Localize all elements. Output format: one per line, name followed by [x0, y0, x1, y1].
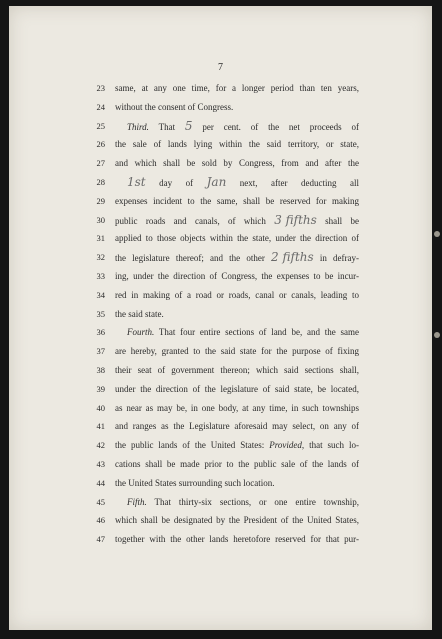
printed-text: that such lo- [304, 440, 359, 451]
line-number: 25 [96, 120, 105, 131]
text-line [89, 308, 359, 322]
line-number: 31 [96, 233, 105, 244]
document-page [9, 6, 432, 630]
printed-text: cations shall be made prior to the public sale of the lands of [115, 459, 359, 469]
line-number: 41 [96, 421, 105, 432]
handwritten-entry: Jan [206, 175, 227, 189]
text-line [89, 496, 359, 510]
text-line [89, 364, 359, 378]
printed-text: their seat of government thereon; which said sections shall, [115, 365, 359, 375]
line-number: 46 [96, 515, 105, 526]
line-number: 33 [96, 271, 105, 281]
printed-text: the legislature thereof; and the other [115, 253, 272, 264]
line-text [115, 232, 359, 245]
line-number: 32 [96, 252, 105, 263]
line-number: 26 [96, 139, 105, 150]
line-text [115, 251, 359, 265]
printed-text: under the direction of the legislature of said state, be located, [115, 383, 359, 394]
handwritten-entry: 3 fifths [274, 212, 317, 227]
line-text [115, 270, 359, 283]
line-number: 36 [96, 327, 105, 338]
text-line [89, 176, 359, 190]
binding-hole [432, 327, 442, 337]
printed-text: and which shall be sold by Congress, from and after the [115, 158, 359, 169]
printed-text: and ranges as the Legislature aforesaid may select, on any of [115, 421, 359, 432]
printed-text: day of [145, 178, 207, 188]
printed-text: are hereby, granted to the said state for the purpose of fixing [115, 346, 359, 357]
printed-text: same, at any one time, for a longer period than ten years, [115, 83, 359, 93]
printed-text: in defray- [313, 253, 360, 264]
section-heading: Fourth. [127, 327, 155, 338]
printed-text: as near as may be, in one body, at any time, in such townships [115, 402, 359, 413]
line-number: 43 [96, 459, 105, 469]
printed-text: which shall be designated by the President of the United States, [115, 515, 359, 526]
handwritten-entry: 1st [127, 175, 146, 189]
printed-text: shall be [316, 215, 359, 226]
text-line [89, 402, 359, 416]
text-line [89, 120, 359, 134]
text-line [89, 232, 359, 246]
printed-text: That four entire sections of land be, and the same [154, 327, 359, 338]
line-text [115, 402, 359, 415]
line-text [115, 138, 359, 151]
line-number: 40 [96, 402, 105, 413]
printed-text: the United States surrounding such location. [115, 477, 275, 488]
page-number: 7 [218, 62, 223, 73]
line-number: 34 [96, 289, 105, 300]
printed-text: public roads and canals, of which [115, 215, 275, 226]
line-number: 39 [96, 383, 105, 394]
text-line [89, 383, 359, 397]
line-number: 27 [96, 158, 105, 169]
line-text [115, 82, 359, 95]
line-text [115, 326, 359, 339]
line-text [115, 289, 359, 302]
handwritten-entry: 5 [184, 118, 193, 133]
text-line [89, 214, 359, 228]
printed-text: That thirty-six sections, or one entire township, [146, 496, 359, 507]
line-number: 28 [96, 177, 105, 187]
text-line [89, 289, 359, 303]
printed-text: per cent. of the net proceeds of [192, 121, 359, 132]
printed-text: applied to those objects within the state, under the direction of [115, 233, 359, 244]
text-line [89, 533, 359, 547]
printed-text: next, after deducting all [226, 178, 360, 188]
printed-text: That [148, 121, 185, 132]
text-line [89, 514, 359, 528]
line-text [115, 195, 359, 208]
text-line [89, 82, 359, 96]
text-line [89, 270, 359, 284]
line-text [115, 420, 359, 433]
section-heading: Third. [127, 121, 149, 132]
binding-hole [432, 226, 442, 236]
line-text [115, 439, 359, 452]
text-line [89, 101, 359, 115]
text-line [89, 420, 359, 434]
line-number: 47 [96, 534, 105, 545]
printed-text: ing, under the direction of Congress, the expenses to be incur- [115, 271, 359, 281]
text-line [89, 195, 359, 209]
line-number: 37 [96, 346, 105, 357]
line-number: 24 [96, 101, 105, 112]
line-text [115, 458, 359, 471]
line-text [115, 214, 359, 228]
text-line [89, 439, 359, 453]
line-number: 29 [96, 195, 105, 206]
line-text [115, 364, 359, 377]
printed-text: the sale of lands lying within the said territory, or state, [115, 139, 359, 150]
line-text [115, 120, 359, 134]
text-line [89, 138, 359, 152]
line-number: 44 [96, 477, 105, 488]
line-text [115, 157, 359, 170]
line-number: 35 [96, 308, 105, 319]
line-number: 23 [96, 83, 105, 93]
line-text [115, 345, 359, 358]
text-line [89, 157, 359, 171]
printed-text: red in making of a road or roads, canal or canals, leading to [115, 289, 359, 300]
printed-text: the public lands of the United States: [115, 440, 270, 451]
section-heading: Provided, [269, 440, 305, 451]
text-line [89, 345, 359, 359]
line-text [115, 308, 359, 321]
printed-text: expenses incident to the same, shall be reserved for making [115, 195, 359, 206]
line-number: 30 [96, 214, 105, 225]
line-text [115, 477, 359, 490]
handwritten-entry: 2 fifths [271, 250, 314, 265]
printed-text: the said state. [115, 308, 164, 319]
line-text [115, 176, 359, 190]
text-line [89, 458, 359, 472]
printed-text: together with the other lands heretofore reserved for that pur- [115, 534, 359, 545]
section-heading: Fifth. [127, 496, 147, 507]
text-line [89, 251, 359, 265]
line-number: 42 [96, 440, 105, 451]
line-text [115, 533, 359, 546]
text-line [89, 326, 359, 340]
line-text [115, 101, 359, 114]
text-line [89, 477, 359, 491]
line-text [115, 496, 359, 509]
line-text [115, 514, 359, 527]
line-number: 45 [96, 496, 105, 507]
line-text [115, 383, 359, 396]
printed-text: without the consent of Congress. [115, 101, 234, 112]
line-number: 38 [96, 365, 105, 375]
